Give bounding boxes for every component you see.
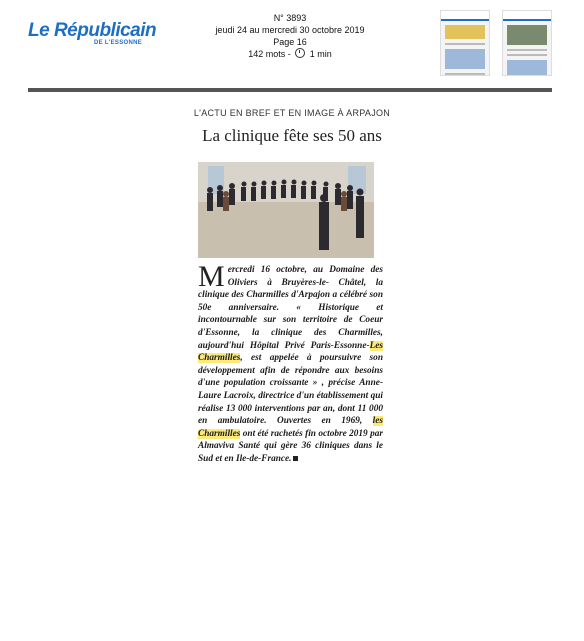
end-of-article-icon	[293, 456, 298, 461]
highlighted-term: les Charmilles	[198, 416, 383, 439]
header-divider	[28, 88, 552, 92]
logo-sub-text: DE L'ESSONNE	[94, 40, 143, 46]
issue-meta	[200, 12, 380, 60]
clock-icon	[295, 48, 305, 58]
drop-cap: M	[198, 260, 225, 293]
front-page-thumbnail[interactable]	[440, 10, 490, 76]
newspaper-logo	[28, 20, 168, 52]
page-thumbnail[interactable]	[502, 10, 552, 76]
read-time: 1 min	[309, 49, 332, 59]
reading-info	[200, 48, 380, 60]
logo-main-text: Le Républicain	[28, 20, 157, 41]
article-text-part-2: , est appelée à poursuivre son développement afin de répondre aux besoins d'une population croissante » , précise Anne- Laure Lacroix, directrice d'un établissement qui réalise 13 000 interventions par an, dont 11 000 en ambulatoire. Ouvertes en 1969,	[198, 353, 383, 427]
word-count: 142 mots -	[248, 49, 291, 59]
article-text-part-1: ercredi 16 octobre, au Domaine des Oliviers à Bruyères-le- Châtel, la clinique des Charmilles d'Arpajon a célébré son 50e anniversaire. « Historique et incontournable sur son territoire de Coeur d'Essonne, la clinique des Charmilles, aujourd'hui Hôpital Privé Paris-Essonne-	[198, 265, 383, 351]
page-number: Page 16	[273, 37, 307, 47]
article-headline: La clinique fête ses 50 ans	[202, 126, 382, 145]
issue-number: N° 3893	[273, 13, 307, 23]
article-body	[198, 260, 383, 466]
highlighted-term: Les Charmilles	[198, 340, 383, 364]
article-photo	[198, 162, 374, 258]
article-text-part-3: ont été rachetés fin octobre 2019 par Almaviva Santé qui gère 36 cliniques dans le Sud et en Ile-de-France.	[198, 428, 383, 464]
article-rubric: L'ACTU EN BREF ET EN IMAGE À ARPAJON	[193, 108, 391, 118]
issue-date: jeudi 24 au mercredi 30 octobre 2019	[215, 25, 365, 35]
